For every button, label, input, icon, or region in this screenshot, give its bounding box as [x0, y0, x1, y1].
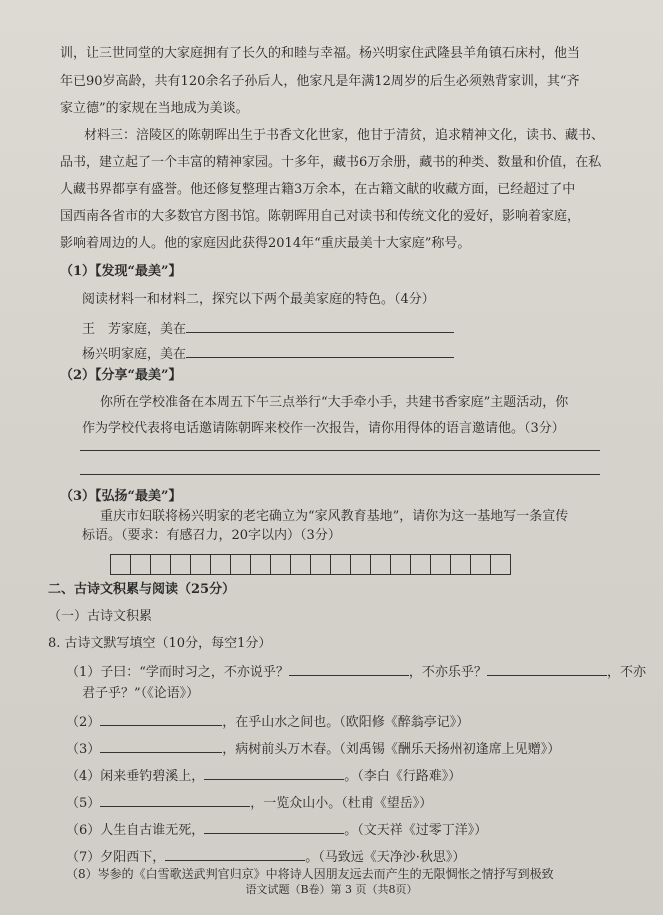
q8-2-num: （2）: [66, 715, 101, 730]
text-line: 训，让三世同堂的大家庭拥有了长久的和睦与幸福。杨兴明家住武隆县羊角镇石床村，他当: [60, 46, 581, 61]
q8-4-text: （4）闲来垂钓碧溪上，: [66, 769, 205, 784]
q3-title: （3）【弘扬“最美”】: [60, 489, 182, 504]
answer-blank[interactable]: [204, 819, 344, 834]
q8-8-text: （8）岑参的《白雪歌送武判官归京》中将诗人因朋友远去而产生的无限惆怅之情抒写到极致: [66, 867, 554, 881]
q2-text: 作为学校代表将电话邀请陈朝晖来校作一次报告，请你用得体的语言邀请他。（3分）: [82, 421, 565, 436]
q8-3-num: （3）: [66, 742, 101, 757]
q8-6-text: （6）人生自古谁无死，: [66, 823, 205, 838]
answer-grid[interactable]: [110, 554, 510, 576]
answer-blank[interactable]: [186, 318, 454, 333]
answer-blank[interactable]: [100, 738, 222, 753]
answer-blank[interactable]: [289, 661, 409, 676]
text-line: 材料三：涪陵区的陈朝晖出生于书香文化世家，他甘于清贫，追求精神文化，读书、藏书、: [84, 128, 605, 143]
q1-title: （1）【发现“最美”】: [60, 264, 182, 279]
answer-blank[interactable]: [204, 765, 344, 780]
text-line: 品书，建立起了一个丰富的精神家园。十多年，藏书6万余册，藏书的种类、数量和价值，在私: [60, 155, 602, 170]
q2-text: 你所在学校准备在本周五下午三点举行“大手牵小手，共建书香家庭”主题活动，你: [100, 395, 569, 410]
q1-b-label: 杨兴明家庭，美在: [82, 347, 187, 362]
q2-title: （2）【分享“最美”】: [60, 368, 182, 383]
q8-heading: 8. 古诗文默写填空（10分，每空1分）: [48, 636, 272, 651]
q8-3-text: ，病树前头万木春。（刘禹锡《酬乐天扬州初逢席上见赠》）: [222, 742, 561, 757]
q1-text: 阅读材料一和材料二，探究以下两个最美家庭的特色。（4分）: [82, 292, 435, 307]
text-line: 国西南各省市的大多数官方图书馆。陈朝晖用自己对读书和传统文化的爱好，影响着家庭，: [60, 209, 581, 224]
text-line: 年已90岁高龄，共有120余名子孙后人，他家凡是年满12周岁的后生必须熟背家训，其“齐: [60, 74, 580, 89]
q8-1-text: ，不亦: [606, 665, 646, 680]
answer-blank[interactable]: [100, 792, 250, 807]
answer-blank[interactable]: [487, 661, 607, 676]
answer-blank[interactable]: [186, 343, 454, 358]
q1-a-label: 王 芳家庭，美在: [82, 322, 187, 337]
subsection-heading: （一）古诗文积累: [48, 609, 153, 624]
text-line: 家立德”的家规在当地成为美谈。: [60, 101, 249, 116]
answer-blank[interactable]: [100, 711, 222, 726]
q8-7-text: （7）夕阳西下，: [66, 850, 166, 865]
page-footer: 语文试题（B卷）第 3 页（共8页）: [245, 883, 418, 896]
q8-1-text: ，不亦乐乎？: [408, 665, 487, 680]
q8-1-text: （1）子曰：“学而时习之，不亦说乎？: [66, 665, 289, 680]
section-heading: 二、古诗文积累与阅读（25分）: [48, 582, 236, 597]
q3-text: 重庆市妇联将杨兴明家的老宅确立为“家风教育基地”，请你为这一基地写一条宣传: [100, 509, 569, 524]
text-line: 人藏书界都享有盛誉。他还修复整理古籍3万余本，在古籍文献的收藏方面，已经超过了中: [60, 182, 576, 197]
answer-line[interactable]: [80, 474, 600, 475]
answer-blank[interactable]: [165, 846, 305, 861]
q8-6-text: 。（文天祥《过零丁洋》）: [344, 823, 488, 838]
exam-page: 训，让三世同堂的大家庭拥有了长久的和睦与幸福。杨兴明家住武隆县羊角镇石床村，他当 年已90岁高龄，共有120余名子孙后人，他家凡是年满12周岁的后生必须熟背家训，其“齐 家立德”的家规在当地成为美谈。 材料三：涪陵区的陈朝晖出生于书香文化世家，他甘于清贫，追求精神文化，读书、藏书、 品书，建立起了一个丰富的精神家园。十多年，藏书6万余册，藏书的种类、数量和价值，在私 人藏书界都享有盛誉。他还修复整理古籍3万余本，在古籍文献的收藏方面，已经超过了中 国西南各省市的大多数官方图书馆。陈朝晖用自己对读书和传统文化的爱好，影响着家庭， 影响着周边的人。他的家庭因此获得2014年“重庆最美十大家庭”称号。 （1）【发现“最美”】 阅读材料一和材料二，探究以下两个最美家庭的特色。（4分） 王 芳家庭，美在 杨兴明家庭，美在 （2）【分享“最美”】 你所在学校准备在本周五下午三点举行“大手牵小手，共建书香家庭”主题活动，你 作为学校代表将电话邀请陈朝晖来校作一次报告，请你用得体的语言邀请他。（3分） （3）【弘扬“最美”】 重庆市妇联将杨兴明家的老宅确立为“家风教育基地”，请你为这一基地写一条宣传 标语。（要求：有感召力，20字以内）（3分） 二、古诗文积累与阅读（25分） （一）古诗文积累 8. 古诗文默写填空（10分，每空1分） （1）子曰：“学而时习之，不亦说乎？ ，不亦乐乎？ ，不亦 君子乎？”（《论语》） （2） ，在乎山水之间也。（欧阳修《醉翁亭记》） （3） ，病树前头万木春。（刘禹锡《酬乐天扬州初逢席上见赠》） （4）闲来垂钓碧溪上， 。（李白《行路难》） （5） ，一览众山小。（杜甫《望岳》） （6）人生自古谁无死， 。（文天祥《过零丁洋》） （7）夕阳西下， 。（马致远《天净沙·秋思》） （8）岑参的《白雪歌送武判官归京》中将诗人因朋友远去而产生的无限惆怅之情抒写到极致 语文试题（B卷）第 3 页（共8页）: [0, 0, 663, 915]
q8-1-text: 君子乎？”（《论语》）: [82, 686, 200, 701]
answer-line[interactable]: [80, 450, 600, 451]
q8-7-text: 。（马致远《天净沙·秋思》）: [305, 850, 466, 865]
q8-5-text: ，一览众山小。（杜甫《望岳》）: [250, 796, 433, 811]
q8-2-text: ，在乎山水之间也。（欧阳修《醉翁亭记》）: [222, 715, 470, 730]
text-line: 影响着周边的人。他的家庭因此获得2014年“重庆最美十大家庭”称号。: [60, 236, 471, 251]
q8-5-num: （5）: [66, 796, 101, 811]
q8-4-text: 。（李白《行路难》）: [344, 769, 462, 784]
